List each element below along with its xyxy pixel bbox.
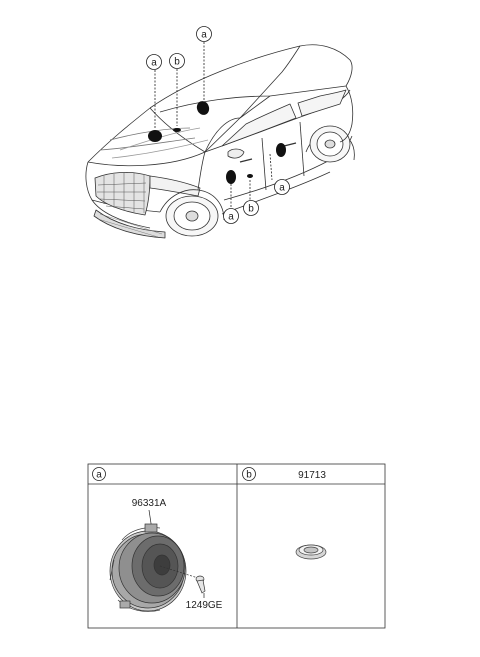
- plug-illustration: [296, 545, 326, 559]
- screw-illustration: [196, 576, 205, 593]
- part-number-91713: 91713: [298, 470, 326, 481]
- svg-text:a: a: [228, 211, 234, 223]
- svg-text:a: a: [96, 469, 102, 481]
- part-number-1249ge: 1249GE: [185, 600, 223, 611]
- svg-text:b: b: [174, 56, 180, 68]
- svg-text:a: a: [201, 29, 207, 41]
- svg-text:a: a: [151, 57, 157, 69]
- part-number-96331a: 96331A: [131, 498, 167, 509]
- svg-text:a: a: [279, 182, 285, 194]
- speaker-illustration: [110, 524, 186, 612]
- table-header-a: [93, 468, 106, 481]
- table-header-b: [243, 468, 256, 481]
- svg-text:b: b: [246, 469, 252, 481]
- svg-text:b: b: [248, 203, 254, 215]
